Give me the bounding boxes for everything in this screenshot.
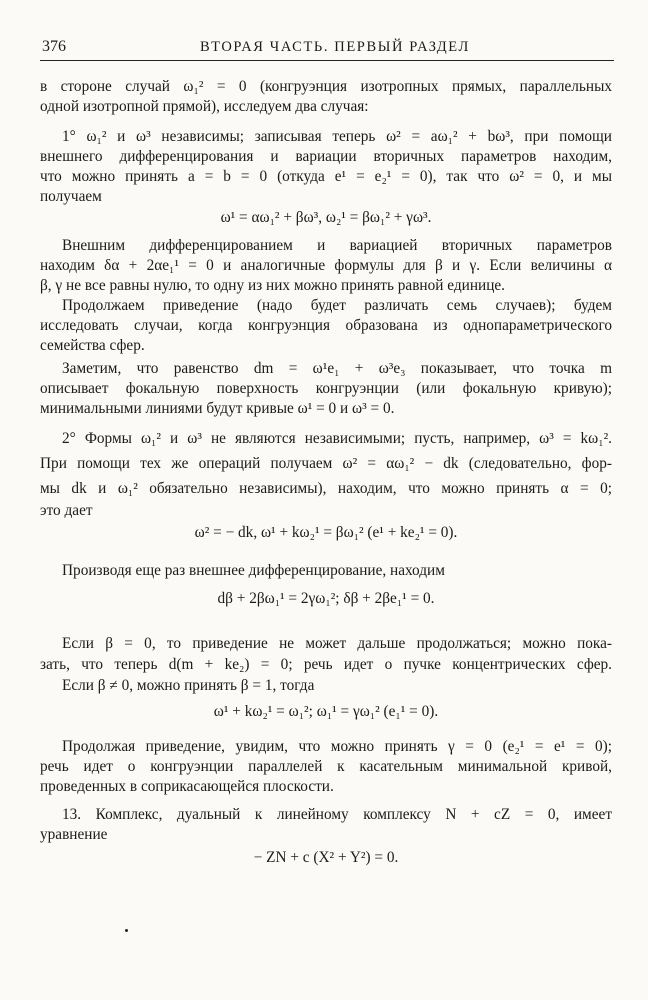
print-speck bbox=[125, 929, 128, 932]
text-line: исследовать случаи, когда конгруэнция образована из однопараметрического bbox=[40, 317, 612, 334]
text-line: получаем bbox=[40, 188, 102, 205]
formula: dβ + 2βω₁¹ = 2γω₁²; δβ + 2βe₁¹ = 0. bbox=[217, 590, 435, 607]
text-line: находим δα + 2αe₁¹ = 0 и аналогичные формулы для β и γ. Если величины α bbox=[40, 257, 612, 274]
text-line: проведенных в соприкасающейся плоскости. bbox=[40, 778, 334, 795]
text-line: При помощи тех же операций получаем ω² = αω₁² − dk (следовательно, фор- bbox=[40, 455, 612, 472]
formula: ω¹ + kω₂¹ = ω₁²; ω₁¹ = γω₁² (e₁¹ = 0). bbox=[213, 703, 439, 720]
text-line: Продолжая приведение, увидим, что можно принять γ = 0 (e₂¹ = e¹ = 0); bbox=[62, 738, 612, 755]
text-line: уравнение bbox=[40, 826, 108, 843]
text-line: Внешним дифференцированием и вариацией вторичных параметров bbox=[62, 237, 612, 254]
text-line: минимальными линиями будут кривые ω¹ = 0 и ω³ = 0. bbox=[40, 400, 395, 417]
text-line: Заметим, что равенство dm = ω¹e₁ + ω³e₃ показывает, что точка m bbox=[62, 360, 612, 377]
formula: ω² = − dk, ω¹ + kω₂¹ = βω₁² (e¹ + ke₂¹ = 0). bbox=[194, 524, 458, 541]
text-line: внешнего дифференцирования и вариации вторичных параметров находим, bbox=[40, 148, 612, 165]
text-line: Продолжаем приведение (надо будет различать семь случаев); будем bbox=[62, 297, 612, 314]
text-line: речь идет о конгруэнции параллелей к касательным минимальной кривой, bbox=[40, 758, 612, 775]
text-line: 2° Формы ω₁² и ω³ не являются независимыми; пусть, например, ω³ = kω₁². bbox=[62, 430, 612, 447]
formula: − ZN + c (X² + Y²) = 0. bbox=[253, 849, 399, 866]
text-line: это дает bbox=[40, 502, 93, 519]
text-line: мы dk и ω₁² обязательно независимы), находим, что можно принять α = 0; bbox=[40, 480, 612, 497]
text-line: в стороне случай ω₁² = 0 (конгруэнция изотропных прямых, параллельных bbox=[40, 78, 612, 95]
text-line: описывает фокальную поверхность конгруэнции (или фокальную кривую); bbox=[40, 380, 612, 397]
text-line: одной изотропной прямой), исследуем два случая: bbox=[40, 98, 369, 115]
text-line: Производя еще раз внешнее дифференцирование, находим bbox=[62, 562, 445, 579]
text-line: зать, что теперь d(m + ke₂) = 0; речь идет о пучке концентрических сфер. bbox=[40, 656, 612, 673]
text-line: что можно принять a = b = 0 (откуда e¹ = e₂¹ = 0), так что ω² = 0, и мы bbox=[40, 168, 612, 185]
page-header bbox=[40, 38, 614, 61]
text-line: β, γ не все равны нулю, то одну из них можно принять равной единице. bbox=[40, 277, 506, 294]
formula: ω¹ = αω₁² + βω³, ω₂¹ = βω₁² + γω³. bbox=[220, 209, 432, 226]
text-line: Если β ≠ 0, можно принять β = 1, тогда bbox=[62, 677, 315, 694]
text-line: 13. Комплекс, дуальный к линейному комплексу N + cZ = 0, имеет bbox=[62, 806, 612, 823]
text-line: Если β = 0, то приведение не может дальше продолжаться; можно пока- bbox=[62, 635, 612, 652]
running-title: ВТОРАЯ ЧАСТЬ. ПЕРВЫЙ РАЗДЕЛ bbox=[200, 39, 470, 55]
text-line: семейства сфер. bbox=[40, 337, 145, 354]
page-number: 376 bbox=[42, 38, 66, 55]
text-line: 1° ω₁² и ω³ независимы; записывая теперь ω² = aω₁² + bω³, при помощи bbox=[62, 128, 612, 145]
